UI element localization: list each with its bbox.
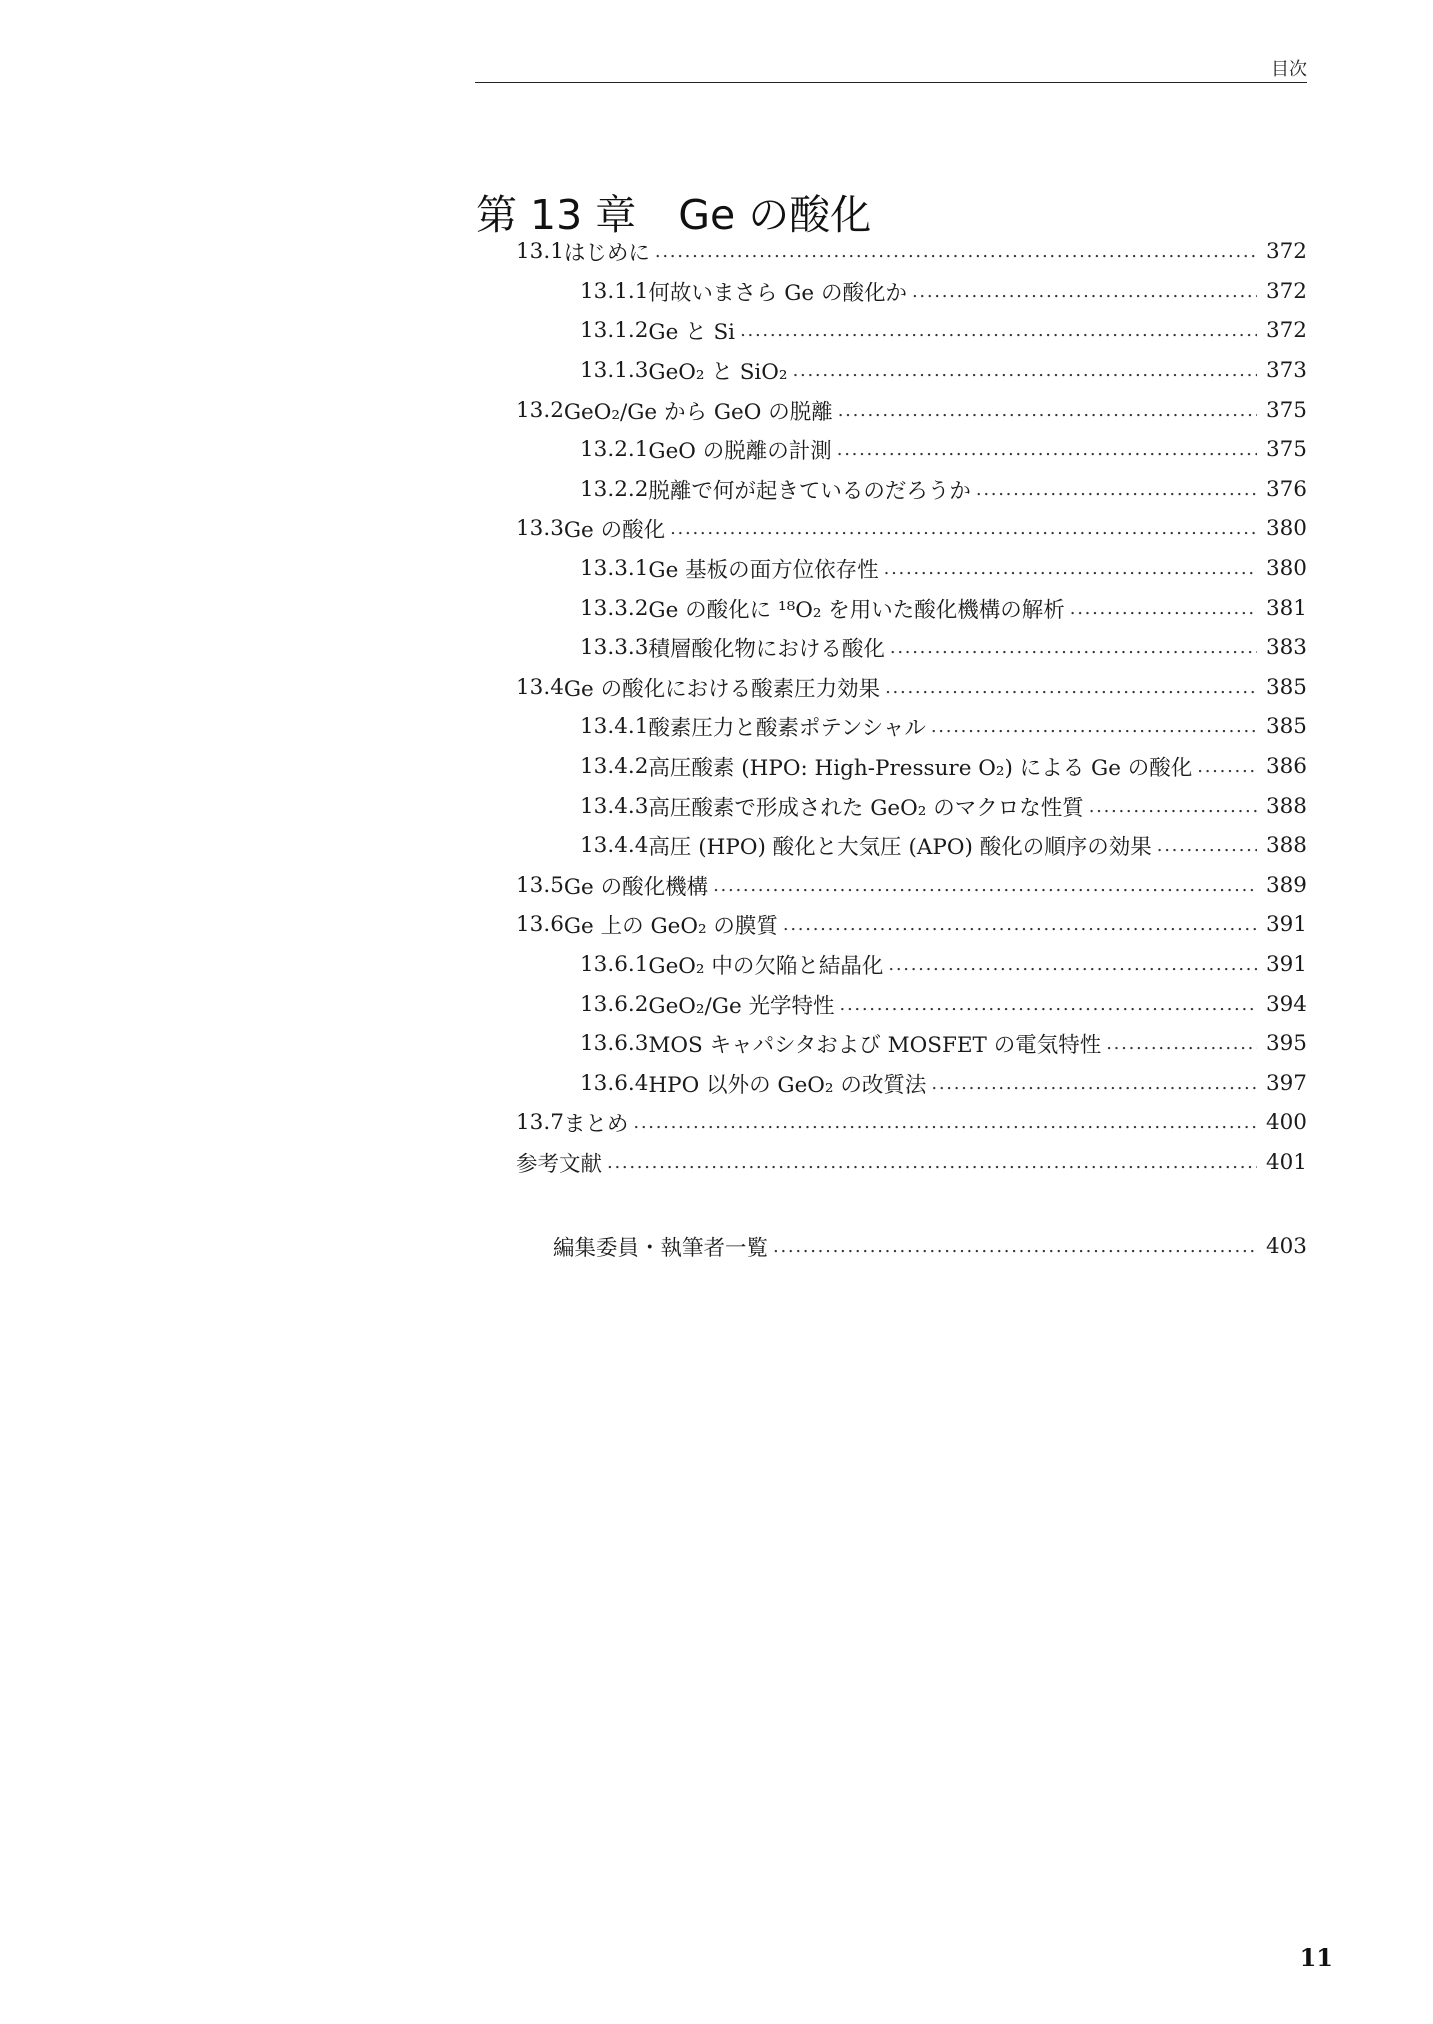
- toc-title: GeO₂ 中の欠陥と結晶化: [648, 953, 884, 979]
- dot-leader: [793, 360, 1257, 381]
- toc-title: まとめ: [563, 1112, 629, 1138]
- toc-entry[interactable]: [0, 668, 1433, 708]
- toc-page: 375: [1265, 437, 1307, 463]
- toc-number: 13.4.1: [580, 714, 649, 740]
- toc-entry[interactable]: [0, 430, 1433, 470]
- toc-page: 381: [1265, 595, 1307, 621]
- toc-title: 編集委員・執筆者一覧: [553, 1235, 769, 1261]
- toc-entry[interactable]: [0, 628, 1433, 668]
- toc-page: 380: [1265, 516, 1307, 542]
- toc-page: 385: [1265, 714, 1307, 740]
- toc-entry[interactable]: [0, 866, 1433, 906]
- toc-title: Ge と Si: [648, 320, 736, 346]
- dot-leader: [976, 479, 1257, 500]
- dot-leader: [1106, 1033, 1257, 1054]
- toc-title: HPO 以外の GeO₂ の改質法: [648, 1072, 927, 1098]
- toc-page: 395: [1265, 1031, 1307, 1057]
- toc-entry-appendix[interactable]: [0, 1226, 1433, 1266]
- toc-page: 376: [1265, 476, 1307, 502]
- toc-entry[interactable]: [0, 311, 1433, 351]
- dot-leader: [837, 439, 1257, 460]
- toc-number: 13.6.4: [580, 1070, 649, 1096]
- toc-entry[interactable]: [0, 390, 1433, 430]
- toc-title: Ge の酸化に ¹⁸O₂ を用いた酸化機構の解析: [648, 597, 1065, 623]
- toc-page: 391: [1265, 912, 1307, 938]
- dot-leader: [931, 1073, 1257, 1094]
- toc-number: 13.1.3: [580, 358, 649, 384]
- toc-page: 385: [1265, 674, 1307, 700]
- toc-entry[interactable]: [0, 272, 1433, 312]
- toc-entry[interactable]: [0, 945, 1433, 985]
- toc-page: 372: [1265, 318, 1307, 344]
- toc-page: 403: [1265, 1233, 1307, 1259]
- table-of-contents: [0, 232, 1433, 1266]
- toc-page: 386: [1265, 754, 1307, 780]
- dot-leader: [1070, 598, 1257, 619]
- toc-entry[interactable]: [0, 747, 1433, 787]
- toc-title: 酸素圧力と酸素ポテンシャル: [648, 716, 926, 742]
- toc-entry[interactable]: [0, 1024, 1433, 1064]
- toc-entry[interactable]: [0, 351, 1433, 391]
- toc-title: 脱離で何が起きているのだろうか: [648, 478, 971, 504]
- toc-entry[interactable]: [0, 549, 1433, 589]
- chapter-name: Ge の酸化: [678, 191, 872, 239]
- toc-number: 13.1.2: [580, 318, 649, 344]
- toc-title: 高圧 (HPO) 酸化と大気圧 (APO) 酸化の順序の効果: [648, 835, 1152, 861]
- toc-number: 13.4.2: [580, 754, 649, 780]
- toc-page: 400: [1265, 1110, 1307, 1136]
- toc-title: GeO₂/Ge から GeO の脱離: [563, 399, 833, 425]
- toc-title: 積層酸化物における酸化: [648, 637, 885, 663]
- toc-number: 13.7: [516, 1110, 564, 1136]
- toc-title: 参考文献: [516, 1151, 603, 1177]
- toc-entry[interactable]: [0, 588, 1433, 628]
- dot-leader: [840, 994, 1257, 1015]
- toc-number: 13.2.1: [580, 437, 649, 463]
- toc-title: Ge 基板の面方位依存性: [648, 558, 879, 584]
- toc-page: 372: [1265, 239, 1307, 265]
- toc-entry[interactable]: [0, 707, 1433, 747]
- toc-entry[interactable]: [0, 1063, 1433, 1103]
- toc-entry[interactable]: [0, 984, 1433, 1024]
- toc-number: 13.2: [516, 397, 564, 423]
- dot-leader: [740, 320, 1257, 341]
- toc-number: 13.5: [516, 872, 564, 898]
- page-number: 11: [1299, 1943, 1333, 1972]
- dot-leader: [884, 558, 1257, 579]
- toc-page: 373: [1265, 358, 1307, 384]
- dot-leader: [885, 677, 1257, 698]
- dot-leader: [633, 1112, 1257, 1133]
- dot-leader: [1089, 796, 1257, 817]
- toc-page: 389: [1265, 872, 1307, 898]
- toc-title: GeO₂ と SiO₂: [648, 360, 788, 386]
- toc-number: 13.6.3: [580, 1031, 649, 1057]
- dot-leader: [607, 1152, 1257, 1173]
- dot-leader: [655, 241, 1257, 262]
- toc-page: 383: [1265, 635, 1307, 661]
- toc-title: 高圧酸素で形成された GeO₂ のマクロな性質: [648, 795, 1084, 821]
- toc-page: 388: [1265, 833, 1307, 859]
- toc-title: Ge 上の GeO₂ の膜質: [563, 914, 778, 940]
- toc-entry[interactable]: [0, 786, 1433, 826]
- toc-title: Ge の酸化機構: [563, 874, 709, 900]
- toc-number: 13.3.1: [580, 556, 649, 582]
- running-header-title: 目次: [1271, 59, 1307, 80]
- dot-leader: [713, 875, 1257, 896]
- toc-entry[interactable]: [0, 826, 1433, 866]
- toc-entry[interactable]: [0, 905, 1433, 945]
- toc-page: 391: [1265, 951, 1307, 977]
- toc-page: 380: [1265, 556, 1307, 582]
- toc-entry[interactable]: [0, 232, 1433, 272]
- toc-entry-references[interactable]: [0, 1143, 1433, 1183]
- toc-entry[interactable]: [0, 470, 1433, 510]
- running-header: [475, 52, 1307, 83]
- toc-page: 394: [1265, 991, 1307, 1017]
- toc-page: 375: [1265, 397, 1307, 423]
- toc-title: はじめに: [563, 241, 650, 267]
- toc-page: 401: [1265, 1149, 1307, 1175]
- dot-leader: [783, 914, 1257, 935]
- dot-leader: [838, 400, 1257, 421]
- dot-leader: [890, 637, 1257, 658]
- toc-title: GeO₂/Ge 光学特性: [648, 993, 835, 1019]
- dot-leader: [931, 716, 1257, 737]
- toc-number: 13.2.2: [580, 476, 649, 502]
- toc-title: Ge の酸化における酸素圧力効果: [563, 676, 881, 702]
- dot-leader: [888, 954, 1257, 975]
- toc-number: 13.6.1: [580, 951, 649, 977]
- toc-number: 13.6.2: [580, 991, 649, 1017]
- chapter-number: 第 13 章: [476, 191, 637, 239]
- toc-title: 高圧酸素 (HPO: High-Pressure O₂) による Ge の酸化: [648, 756, 1193, 782]
- toc-number: 13.3: [516, 516, 564, 542]
- toc-number: 13.1.1: [580, 278, 649, 304]
- toc-number: 13.6: [516, 912, 564, 938]
- dot-leader: [1157, 835, 1257, 856]
- dot-leader: [670, 518, 1257, 539]
- toc-number: 13.1: [516, 239, 564, 265]
- toc-number: 13.4.4: [580, 833, 649, 859]
- toc-title: MOS キャパシタおよび MOSFET の電気特性: [648, 1033, 1102, 1059]
- toc-number: 13.3.3: [580, 635, 649, 661]
- toc-title: GeO の脱離の計測: [648, 439, 832, 465]
- dot-leader: [773, 1236, 1257, 1257]
- toc-page: 397: [1265, 1070, 1307, 1096]
- toc-page: 388: [1265, 793, 1307, 819]
- toc-page: 372: [1265, 278, 1307, 304]
- toc-number: 13.4: [516, 674, 564, 700]
- dot-leader: [1197, 756, 1257, 777]
- toc-entry[interactable]: [0, 1103, 1433, 1143]
- toc-number: 13.3.2: [580, 595, 649, 621]
- toc-title: Ge の酸化: [563, 518, 666, 544]
- toc-title: 何故いまさら Ge の酸化か: [648, 280, 907, 306]
- dot-leader: [912, 281, 1257, 302]
- toc-entry[interactable]: [0, 509, 1433, 549]
- toc-number: 13.4.3: [580, 793, 649, 819]
